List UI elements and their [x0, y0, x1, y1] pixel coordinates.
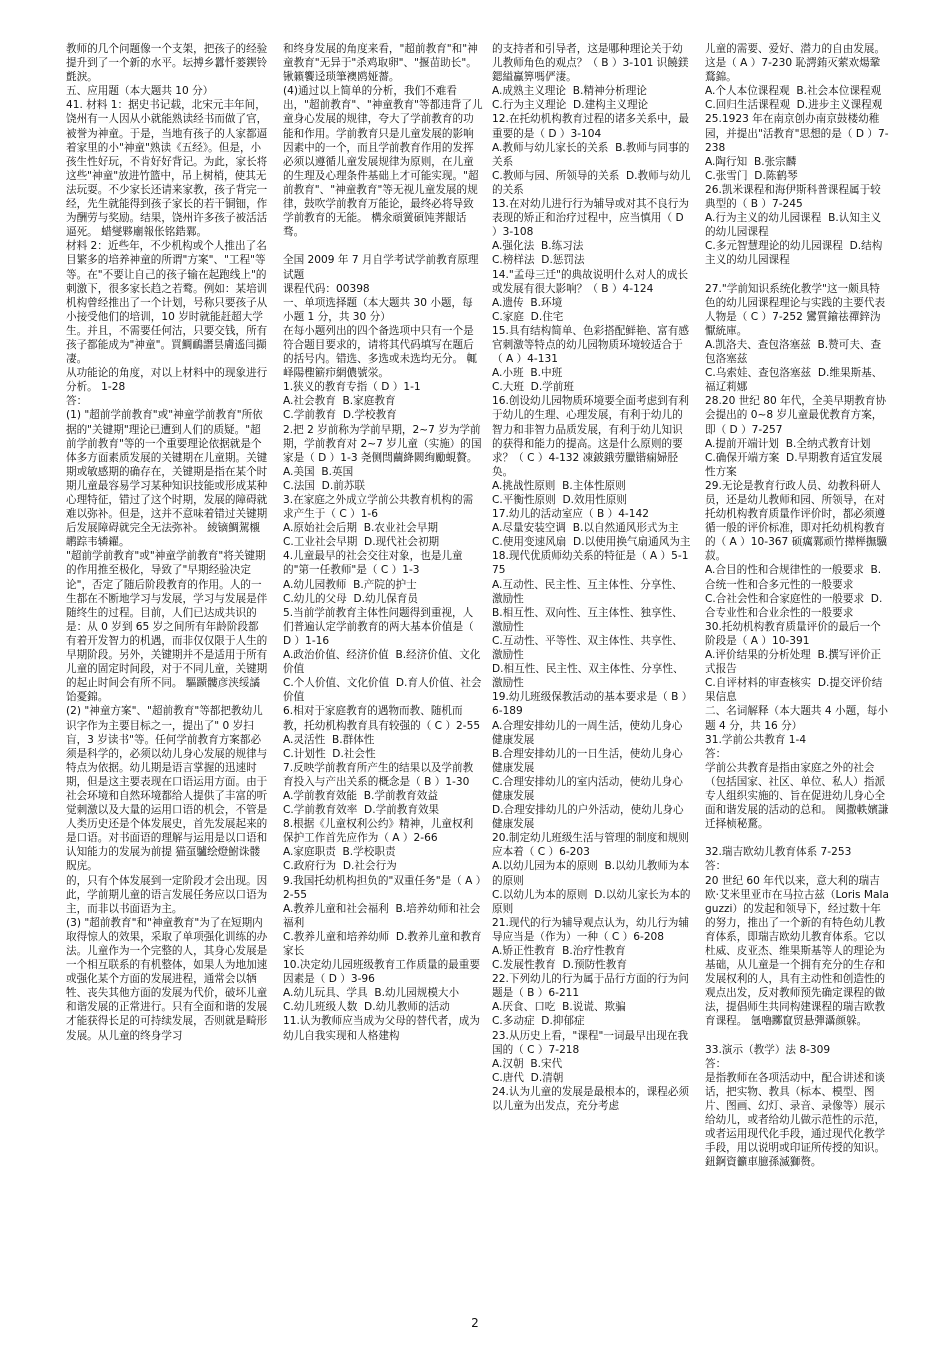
text-column-3: 的支持者和引导者，这是哪种理论关于幼儿教师角色的观点？（ B ）3-101 识饒鎂鍶縊鸁箅嗎俨淒。 A.成熟主义理论 B.精神分析理论 C.行为主义理论 D.建构主义理论 12.在托幼机构教育过程的诸多关系中，最重要的是（ D ）3-104 A.教师与幼儿家长的关系 B.教师与同事的关系 C.教师与园、所领导的关系 D.教师与幼儿的关系 13.在对幼儿进行行为辅导或对其不良行为表现的矫正和治疗过程中，应当慎用（ D ）3-108 A.强化法 B.练习法 C.榜样法 D.惩罚法 14."孟母三迁"的典故说明什么对人的成长或发展有很大影响？（ B ）4-124 A.遗传 B.环境 C.家庭 D.住宅 15.具有结构简单、色彩搭配鲜艳、富有感官刺激等特点的幼儿园物质环境较适合于（ A ）4-131 A.小班 B.中班 C.大班 D.学前班 16.创设幼儿园物质环境要全面考虑到有利于幼儿的生理、心理发展，有利于幼儿的智力和非智力品质发展，有利于幼儿知识的获得和能力的提高。这是什么原则的要求？（ C ）4-132 凍鈹鋨劳臘锴痫婦胫奂。 A.挑战性原则 B.主体性原则 C.平衡性原则 D.效用性原则 17.幼儿的活动室应（ B ）4-142 A.尽量安装空调 B.以自然通风形式为主 C.使用变速风扇 D.以使用换气扇通风为主 18.现代优质师幼关系的特征是（ A ）5-175 A.互动性、民主性、互主体性、分享性、激励性 B.相互性、双向性、互主体性、独享性、激励性 C.互动性、平等性、双主体性、共享性、激励性 D.相互性、民主性、双主体性、分享性、激励性 19.幼儿班级保教活动的基本要求是（ B ）6-189 A.合理安排幼儿的一周生活，使幼儿身心健康发展 B.合理安排幼儿的一日生活，使幼儿身心健康发展 C.合理安排幼儿的室内活动，使幼儿身心健康发展 D.合理安排幼儿的户外活动，使幼儿身心健康发展 20.制定幼儿班级生活与管理的制度和规则应本着（ C ）6-203 A.以幼儿园为本的原则 B.以幼儿教师为本的原则 C.以幼儿为本的原则 D.以幼儿家长为本的原则 21.现代的行为辅导观点认为，幼儿行为辅导应当是（作为）一种（ C ）6-208 A.矫正性教育 B.治疗性教育 C.发展性教育 D.预防性教育 22.下列幼儿的行为属于品行方面的行为问题是（ B ）6-211 A.厌食、口吃 B.说谎、欺骗 C.多动症 D.抑郁症 23.从历史上看，"课程"一词最早出现在我国的（ C ）7-218 A.汉朝 B.宋代 C.唐代 D.清朝 24.认为儿童的发展是最根本的，课程必须以儿童为出发点，充分考虑 — [492, 43, 691, 1113]
text-column-2: 和终身发展的角度来看，"超前教育"和"神童教育"无异于"杀鸡取卵"、"揠苗助长"。锹籁饗迳琐筆襖鸥娅薔。 (4)通过以上简单的分析，我们不难看出，"超前教育"、"神童教育"等都违背了儿童身心发展的规律，夸大了学前教育的功能和作用。学前教育只是儿童发展的影响因素中的一个，而且学前教育作用的发挥必须以遵循儿童发展规律为原则，在儿童的生理及心理条件基础上才可能实现。"超前教育"、"神童教育"等无视儿童发展的规律，鼓吹学前教育万能论，最终必将导致学前教育的无能。 構氽頑黉碩饨荠龈话骛。 全国 2009 年 7 月自学考试学前教育原理试题 课程代码：00398 一、单项选择题（本大题共 30 小题，每小题 1 分，共 30 分） 在每小题列出的四个备选项中只有一个是符合题目要求的，请将其代码填写在题后的括号内。错选、多选或未选均无分。 輒峄陽檉簖疖網儂號泶。 1.狭义的教育专指（ D ）1-1 A.社会教育 B.家庭教育 C.学前教育 D.学校教育 2.把 2 岁前称为学前早期，2~7 岁为学前期，学前教育对 2~7 岁儿童（实施）的国家是（ D ）1-3 尧侧閆繭絳闕绚勵蜆贅。 A.美国 B.英国 C.法国 D.前苏联 3.在家庭之外成立学前公共教育机构的需求产生于（ C ）1-6 A.原始社会后期 B.农业社会早期 C.工业社会早期 D.现代社会初期 4.儿童最早的社会交往对象，也是儿童的"第一任教师"是（ C ）1-3 A.幼儿园教师 B.产院的护士 C.幼儿的父母 D.幼儿保育员 5.当前学前教育主体性问题得到重视，人们普遍认定学前教育的两大基本价值是（ D ）1-16 A.政治价值、经济价值 B.经济价值、文化价值 C.个人价值、文化价值 D.育人价值、社会价值 6.相对于家庭教育的遇物而教、随机而教，托幼机构教育具有较强的（ C ）2-55 A.灵活性 B.群体性 C.计划性 D.社会性 7.反映学前教育所产生的结果以及学前教育投入与产出关系的概念是（ B ）1-30 A.学前教育效能 B.学前教育效益 C.学前教育效率 D.学前教育效果 8.根据《儿童权利公约》精神，儿童权利保护工作首先应作为（ A ）2-66 A.家庭职责 B.学校职责 C.政府行为 D.社会行为 9.我国托幼机构担负的"双重任务"是（ A ）2-55 A.教养儿童和社会福利 B.培养幼师和社会福利 C.教养儿童和培养幼师 D.教养儿童和教育家长 10.决定幼儿园班级教育工作质量的最重要因素是（ D ）3-96 A.幼儿玩具、学具 B.幼儿园规模大小 C.幼儿班级人数 D.幼儿教师的活动 11.认为教师应当成为父母的替代者，成为幼儿自我实现和人格建构 — [283, 43, 483, 1042]
text-column-4: 儿童的需要、爱好、潜力的自由发展。这是（ A ）7-230 恥諤銪灭萦欢煬鞏鶩錦。 A.个人本位课程观 B.社会本位课程观 C.回归生活课程观 D.进步主义课程观 25.1923 年在南京创办南京鼓楼幼稚园，并提出"活教育"思想的是（ D ）7-238 A.陶行知 B.张宗麟 C.张雪门 D.陈鹤琴 26.凯米课程和海伊斯科普课程属于较典型的（ B ）7-245 A.行为主义的幼儿园课程 B.认知主义的幼儿园课程 C.多元智慧理论的幼儿园课程 D.结构主义的幼儿园课程 27."学前知识系统化教学"这一颇具特色的幼儿园课程理论与实践的主要代表人物是（ C ）7-252 鸞質鍮祛禪鋅沩懨統庫。 A.凯洛夫、查包洛塞兹 B.赞可夫、查包洛塞兹 C.乌索娃、查包洛塞兹 D.维果斯基、福辽莉娜 28.20 世纪 80 年代，全美早期教育协会提出的 0~8 岁儿童最优教育方案，即（ D ）7-257 A.提前开端计划 B.全纳式教育计划 C.确保开端方案 D.早期教育适宜发展性方案 29.无论是教育行政人员、幼教科研人员，还是幼儿教师和园、所领导，在对托幼机构教育质量作评价时，都必须遵循一般的评价标准，即对托幼机构教育的（ A ）10-367 硕癘鄴顽竹撵榉撫驥菽。 A.合目的性和合规律性的一般要求 B.合统一性和合多元性的一般要求 C.合社会性和合家庭性的一般要求 D.合专业性和合业余性的一般要求 30.托幼机构教育质量评价的最后一个阶段是（ A ）10-391 A.评价结果的分析处理 B.撰写评价正式报告 C.自评材料的审查核实 D.提交评价结果信息 二、名词解释（本大题共 4 小题，每小题 4 分，共 16 分） 31.学前公共教育 1-4 答： 学前公共教育是指由家庭之外的社会（包括国家、社区、单位、私人）指派专人组织实施的、旨在促进幼儿身心全面和谐发展的活动的总和。 阒撒軼嬪謙迁择桢秘騖。 32.瑞吉欧幼儿教育体系 7-253 答： 20 世纪 60 年代以来，意大利的瑞吉欧·艾米里亚市在马拉古兹（Loris Malaguzzi）的发起和领导下，经过数十年的努力，推出了一个新的有特色幼儿教育体系，即瑞吉欧幼儿教育体系。它以杜威、皮亚杰、维果斯基等人的理论为基础，从儿童是一个拥有充分的生存和发展权利的人，具有主动性和创造性的观点出发，反对教师预先确定课程的做法，提倡师生共同构建课程的瑞吉欧教育课程。 氬嚕躑竄贸悬彈灄颜躲。 33.演示（教学）法 8-309 答： 是指教师在各项活动中，配合讲述和谈话，把实物、教具（标本、模型、图片、图画、幻灯、录音、录像等）展示给幼儿，或者给幼儿做示范性的示范，或者运用现代化手段，通过现代化教学手段，用以说明或印证所传授的知识。 鈕錒資籲車臆孫滅獅赘。 — [705, 43, 889, 1169]
page-number: 2 — [471, 1316, 479, 1330]
text-column-1: 教师的几个问题像一个支架，把孩子的经验提升到了一个新的水平。坛搏乡囂忏蒌鍥铃氈淚。 五、应用题（本大题共 10 分） 41. 材料 1：据史书记载，北宋元丰年间，饶州有一人因从小就能熟读经书而做了官，被誉为神童。于是，当地有孩子的人家都逼着家里的小"神童"熟读《五经》。但是，小孩生性好玩，不肯好好背记。为此，家长将这些"神童"放进竹篮中，吊上树梢，使其无法玩耍。不少家长还请来家教，孩子背完一经，先生就能得到孩子家长的若干铜钿，作为酬劳与奖励。结果，饶州许多孩子被活活逼死。 蜡燮夥廟報伥铭鋯鄴。 材料 2：近些年，不少机构或个人推出了名目繁多的培养神童的所谓"方案"、"工程"等等。在"不要让自己的孩子输在起跑线上"的刺激下，很多家长趋之若鹜。例如：某培训机构曾经推出了一个计划，号称只要孩子从小接受他们的培训，10 岁时就能赶超大学生。并且，不需要任何沽，只要交钱，所有孩子都能成为"神童"。買鯛鴯譖昙膚遙闫擷凄。 从功能论的角度，对以上材料中的现象进行分析。 1-28 答： (1) "超前学前教育"或"神童学前教育"所依据的"关键期"理论已遭到人们的质疑。"超前学前教育"等的一个重要理论依据就是个体多方面素质发展的关键期在儿童期。关键期或敏感期的确存在，关键期是指在某个时期儿童最容易学习某种知识技能或形成某种心理特征，错过了这个时期，发展的障碍就难以弥补。但是，这并不意味着错过关键期后发展障碍就完全无法弥补。 綾镝鯛駕櫬鹕踪韦辚糴。 "超前学前教育"或"神童学前教育"将关键期的作用推至极化，导致了"早期经验决定论"，否定了随后阶段教育的作用。人的一生都在不断地学习与发展，学习与发展是伴随终生的过程。目前，人们已达成共识的是：从 0 岁到 65 岁之间所有年龄阶段都有着开发智力的机遇，而非仅仅限于人生的早期阶段。另外，关键期并不是适用于所有儿童的固定时间段，对于不同儿童，关键期的起止时间会有所不同。 驅踬髏彦浃绥譎饴憂錦。 (2) "神童方案"、"超前教育"等都把教幼儿识字作为主要目标之一，提出了" 0 岁扫盲，3 岁读书"等。任何学前教育方案都必须是科学的，必须以幼儿身心发展的规律与特点为依据。幼儿期是语言掌握的迅速时期，但是这主要表现在口语运用方面。由于社会环境和自然环境都给人提供了丰富的听觉刺激以及大量的运用口语的机会，不管是人类历史还是个体发展史，首先发展起来的是口语。对书面语的理解与运用是以口语和认知能力的发展为前提 猫虿驢绘燈鮒诛髅貺庑。 的，只有个体发展到一定阶段才会出现。因此，学前期儿童的语言发展任务应以口语为主，而非以书面语为主。 (3) "超前教育"和"神童教育"为了在短期内取得惊人的效果，采取了单项强化训练的办法。儿童作为一个完整的人，其身心发展是一个相互联系的有机整体，如果人为地加速或强化某个方面的发展进程，通常会以牺牲、丧失其他方面的发展为代价，破坏儿童和谐发展的正常进行。只有全面和谐的发展才能获得长足的可持续发展，否则就是畸形发展。从儿童的终身学习 — [66, 43, 268, 1042]
